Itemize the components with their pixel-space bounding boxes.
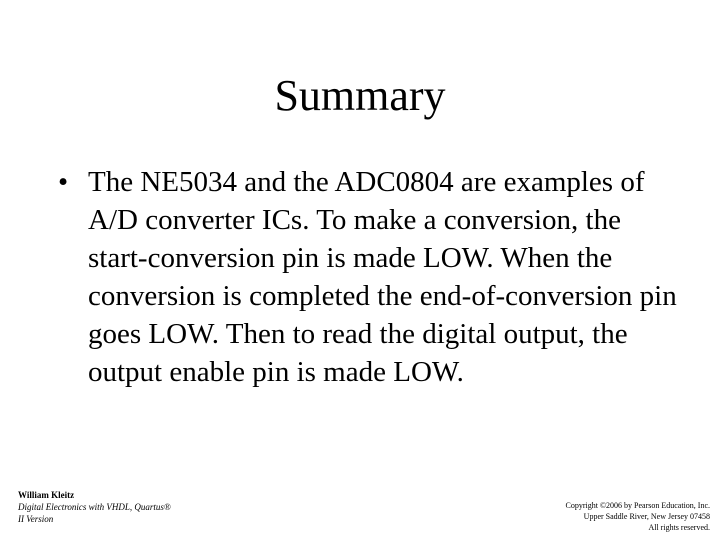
- footer-book-version: II Version: [18, 514, 54, 524]
- footer-copyright: Copyright ©2006 by Pearson Education, Inc.: [565, 501, 710, 510]
- slide-title: Summary: [274, 71, 446, 120]
- footer-author-block: [18, 489, 171, 525]
- bullet-list: [58, 163, 678, 391]
- bullet-item: [58, 163, 678, 391]
- footer-copyright-block: [566, 500, 711, 533]
- bullet-mark: •: [58, 166, 69, 198]
- bullet-text: The NE5034 and the ADC0804 are examples of A/D converter ICs. To make a conversion, the start-conversion pin is made LOW. When the conversion is completed the end-of-conversion pin goes LOW. Then to read the digital output, the output enable pin is made LOW.: [88, 166, 677, 388]
- footer-author: William Kleitz: [18, 490, 75, 500]
- footer-book-title: Digital Electronics with VHDL, Quartus®: [18, 502, 171, 512]
- footer-address: Upper Saddle River, New Jersey 07458: [583, 512, 710, 521]
- footer-rights: All rights reserved.: [648, 523, 710, 532]
